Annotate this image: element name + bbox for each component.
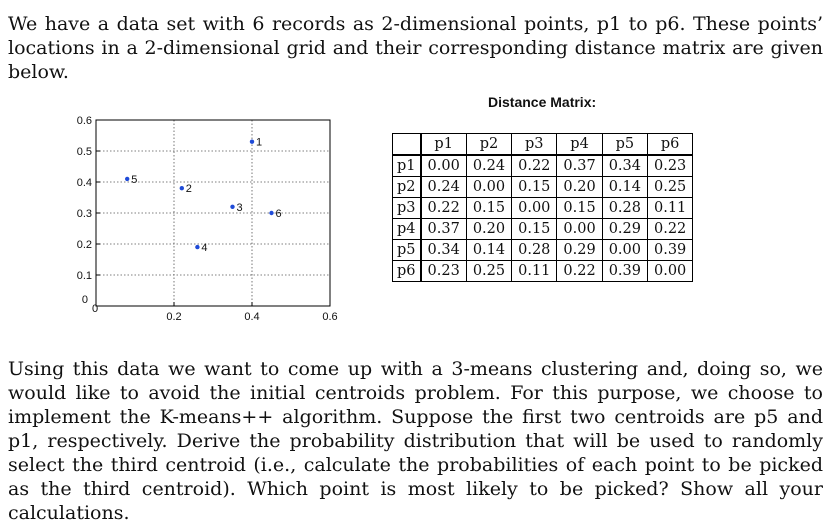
matrix-column-header: p6: [648, 134, 693, 156]
x-tick-label: 0.2: [166, 311, 182, 323]
matrix-cell: 0.00: [466, 177, 511, 198]
matrix-cell: 0.25: [648, 177, 693, 198]
matrix-row: [393, 177, 693, 198]
matrix-cell: 0.23: [421, 261, 467, 282]
question-paragraph: Using this data we want to come up with a 3-means clustering and, doing so, we would like to avoid the initial centroids problem. For this purpose, we choose to implement the K-means++ algorithm. Suppose the first two centroids are p5 and p1, respectively. Derive the probability distribution that will be used to randomly select the third centroid (i.e., calculate the probabilities of each point to be picked as the third centroid). Which point is most likely to be picked? Show all your calculations.: [8, 358, 823, 524]
matrix-column-header: p4: [557, 134, 602, 156]
matrix-cell: 0.20: [557, 177, 602, 198]
matrix-cell: 0.25: [466, 261, 511, 282]
matrix-cell: 0.34: [421, 240, 467, 261]
matrix-cell: 0.00: [512, 198, 557, 219]
matrix-cell: 0.23: [648, 155, 693, 177]
y-tick-label: 0.4: [76, 177, 92, 189]
matrix-cell: 0.15: [512, 219, 557, 240]
y-tick-label: 0.1: [76, 270, 92, 282]
matrix-cell: 0.28: [602, 198, 647, 219]
matrix-cell: 0.37: [421, 219, 467, 240]
matrix-cell: 0.34: [602, 155, 647, 177]
matrix-cell: 0.15: [512, 177, 557, 198]
matrix-cell: 0.24: [421, 177, 467, 198]
data-point-label: 1: [256, 136, 263, 149]
y-tick-label: 0.3: [76, 208, 92, 220]
matrix-column-header: p5: [602, 134, 647, 156]
matrix-row-header: p6: [393, 261, 421, 282]
data-point-label: 4: [201, 242, 208, 255]
y-tick-label: 0: [81, 294, 88, 306]
matrix-cell: 0.37: [557, 155, 602, 177]
matrix-row-header: p1: [393, 155, 421, 177]
y-tick-label: 0.2: [76, 239, 92, 251]
y-tick-label: 0.5: [76, 146, 92, 158]
matrix-cell: 0.15: [557, 198, 602, 219]
matrix-cell: 0.28: [512, 240, 557, 261]
matrix-cell: 0.29: [602, 219, 647, 240]
data-point-label: 6: [275, 208, 282, 220]
matrix-cell: 0.11: [512, 261, 557, 282]
data-point: [125, 177, 129, 181]
matrix-cell: 0.00: [557, 219, 602, 240]
x-tick-label: 0.6: [322, 311, 338, 323]
matrix-row: [393, 240, 693, 261]
matrix-cell: 0.22: [557, 261, 602, 282]
matrix-row-header: p5: [393, 240, 421, 261]
matrix-row: [393, 155, 693, 177]
matrix-cell: 0.29: [557, 240, 602, 261]
matrix-cell: 0.20: [466, 219, 511, 240]
matrix-cell: 0.15: [466, 198, 511, 219]
data-point: [250, 140, 254, 144]
x-tick-label: 0: [91, 303, 99, 315]
matrix-cell: 0.39: [648, 240, 693, 261]
matrix-corner-cell: [393, 134, 421, 156]
matrix-column-header: p2: [466, 134, 511, 156]
matrix-cell: 0.14: [466, 240, 511, 261]
intro-paragraph: We have a data set with 6 records as 2-dimensional points, p1 to p6. These points’ locations in a 2-dimensional grid and their corresponding distance matrix are given below.: [8, 13, 823, 83]
x-tick-label: 0.4: [244, 311, 260, 323]
scatter-chart: [60, 110, 360, 325]
matrix-cell: 0.22: [512, 155, 557, 177]
matrix-row-header: p3: [393, 198, 421, 219]
distance-matrix-table: [392, 133, 693, 282]
data-point: [269, 211, 273, 215]
matrix-row: [393, 219, 693, 240]
y-tick-label: 0.6: [76, 115, 92, 127]
matrix-cell: 0.11: [648, 198, 693, 219]
matrix-cell: 0.14: [602, 177, 647, 198]
data-point-label: 2: [185, 183, 192, 196]
matrix-row-header: p4: [393, 219, 421, 240]
matrix-header-row: [393, 134, 693, 156]
matrix-cell: 0.39: [602, 261, 647, 282]
data-point: [195, 245, 199, 249]
matrix-row-header: p2: [393, 177, 421, 198]
matrix-cell: 0.00: [421, 155, 467, 177]
matrix-cell: 0.00: [602, 240, 647, 261]
matrix-column-header: p3: [512, 134, 557, 156]
data-point: [180, 186, 184, 190]
matrix-row: [393, 261, 693, 282]
data-point-label: 3: [236, 201, 243, 214]
matrix-cell: 0.22: [648, 219, 693, 240]
matrix-column-header: p1: [421, 134, 467, 156]
matrix-cell: 0.22: [421, 198, 467, 219]
distance-matrix-title: Distance Matrix:: [488, 94, 597, 110]
data-point: [230, 205, 234, 209]
data-point-label: 5: [131, 173, 138, 186]
matrix-cell: 0.00: [648, 261, 693, 282]
matrix-row: [393, 198, 693, 219]
matrix-cell: 0.24: [466, 155, 511, 177]
